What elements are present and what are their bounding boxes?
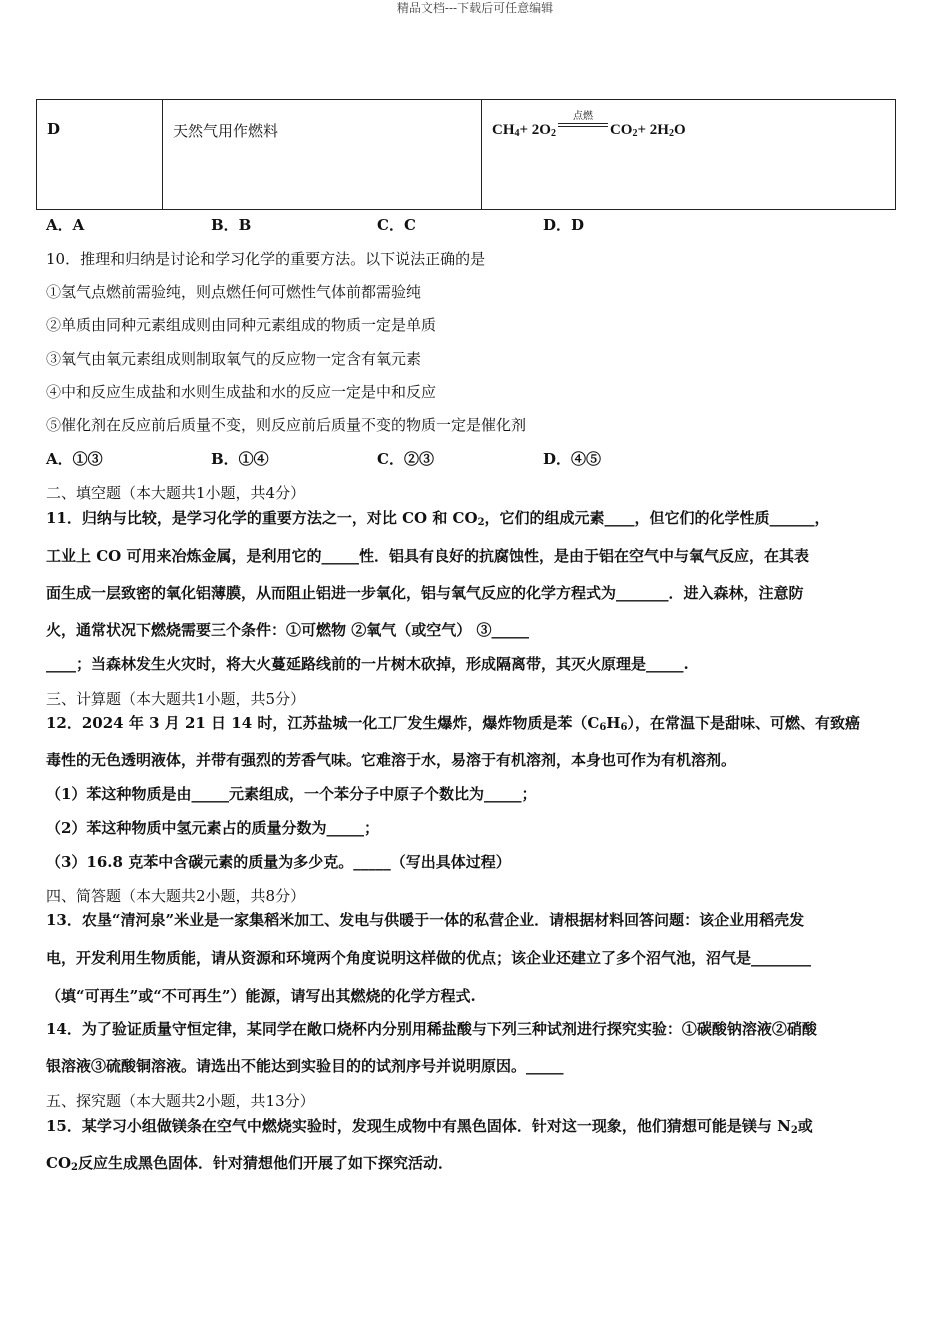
q15-line-1a: 15．某学习小组做镁条在空气中燃烧实验时，发现生成物中有黑色固体．针对这一现象，他们猜想可能是镁与 N [46, 1117, 791, 1135]
option-letter-cell: D [37, 100, 163, 210]
option-b[interactable]: B．B [211, 216, 252, 234]
q15-line-2 [46, 1152, 453, 1173]
section-3-heading: 三、计算题（本大题共1小题，共5分） [46, 690, 306, 708]
condition-label: 点燃 [572, 111, 593, 122]
sub-2: 2 [550, 128, 556, 139]
q10-statement-4: ④中和反应生成盐和水则生成盐和水的反应一定是中和反应 [46, 383, 437, 401]
eq-ch: CH [492, 122, 515, 138]
chemical-equation [492, 111, 686, 139]
q11-line-1 [46, 507, 830, 528]
q12-line-1a: 12．2024 年 3 月 21 日 14 时，江苏盐城一化工厂发生爆炸，爆炸物质是苯（C [46, 714, 600, 732]
q12-line-2: 毒性的无色透明液体，并带有强烈的芳香气味。它难溶于水，易溶于有机溶剂，本身也可作为有机溶剂。 [46, 751, 737, 769]
eq-o: O [673, 122, 686, 138]
q15-line-1 [46, 1115, 813, 1136]
sub-4: 4 [514, 128, 520, 139]
usage-cell: 天然气用作燃料 [163, 100, 482, 210]
q15-line-1b: 或 [797, 1117, 813, 1135]
eq-o2: + 2O [519, 122, 551, 138]
q15-line-2a: CO [46, 1154, 72, 1172]
sub-2: 2 [790, 1125, 798, 1136]
q11-line-3: 面生成一层致密的氧化铝薄膜，从而阻止铝进一步氧化，铝与氧气反应的化学方程式为_______．进入森林，注意防 [46, 584, 804, 602]
eq-co: CO [609, 122, 633, 138]
q10-statement-1: ①氢气点燃前需验纯，则点燃任何可燃性气体前都需验纯 [46, 283, 422, 301]
sub-6: 6 [599, 722, 607, 733]
q10-stem: 10．推理和归纳是讨论和学习化学的重要方法。以下说法正确的是 [46, 250, 486, 268]
table-row [37, 100, 896, 210]
q11-line-4: 火，通常状况下燃烧需要三个条件：①可燃物 ②氧气（或空气） ③_____ [46, 621, 529, 639]
page-header: 精品文档---下载后可任意编辑 [396, 1, 554, 15]
q12-line-1c: ），在常温下是甜味、可燃、有致癌 [627, 714, 860, 732]
q15-line-2b: 反应生成黑色固体．针对猜想他们开展了如下探究活动． [77, 1154, 453, 1172]
option-c[interactable]: C．C [377, 216, 416, 234]
option-c[interactable]: C．②③ [377, 450, 434, 468]
section-4-heading: 四、简答题（本大题共2小题，共8分） [46, 887, 306, 905]
q12-line-1 [46, 712, 860, 733]
sub-2: 2 [668, 128, 674, 139]
section-2-heading: 二、填空题（本大题共1小题，共4分） [46, 484, 306, 502]
equation-cell [482, 100, 896, 210]
option-table [36, 99, 896, 210]
q12-part-1: （1）苯这种物质是由_____元素组成，一个苯分子中原子个数比为_____； [46, 785, 537, 803]
sub-2: 2 [632, 128, 638, 139]
option-d[interactable]: D．D [543, 216, 585, 234]
sub-2: 2 [71, 1162, 78, 1173]
sub-2: 2 [477, 517, 485, 528]
q14-line-2: 银溶液③硫酸铜溶液。请选出不能达到实验目的的试剂序号并说明原因。_____ [46, 1057, 564, 1075]
q11-line-1b: ，它们的组成元素____，但它们的化学性质______， [484, 509, 830, 527]
q13-line-2: 电，开发利用生物质能，请从资源和环境两个角度说明这样做的优点；该企业还建立了多个沼气池，沼气是________ [46, 949, 812, 967]
option-a[interactable]: A．A [46, 216, 85, 234]
q14-line-1: 14．为了验证质量守恒定律，某同学在敞口烧杯内分别用稀盐酸与下列三种试剂进行探究实验：①碳酸钠溶液②硝酸 [46, 1020, 817, 1038]
q10-statement-3: ③氧气由氧元素组成则制取氧气的反应物一定含有氧元素 [46, 350, 422, 368]
section-5-heading: 五、探究题（本大题共2小题，共13分） [46, 1092, 315, 1110]
q11-line-2: 工业上 CO 可用来冶炼金属，是利用它的_____性．铝具有良好的抗腐蚀性，是由于铝在空气中与氧气反应，在其表 [46, 547, 809, 565]
q12-part-3: （3）16.8 克苯中含碳元素的质量为多少克。_____（写出具体过程） [46, 853, 511, 871]
option-a[interactable]: A．①③ [46, 450, 103, 468]
reaction-condition-arrow [558, 111, 608, 132]
q11-line-1a: 11．归纳与比较，是学习化学的重要方法之一，对比 CO 和 CO [46, 509, 478, 527]
q13-line-3: （填“可再生”或“不可再生”）能源，请写出其燃烧的化学方程式. [46, 987, 476, 1005]
eq-h: + 2H [637, 122, 669, 138]
q10-statement-5: ⑤催化剂在反应前后质量不变，则反应前后质量不变的物质一定是催化剂 [46, 416, 527, 434]
option-b[interactable]: B．①④ [211, 450, 269, 468]
q12-part-2: （2）苯这种物质中氢元素占的质量分数为_____； [46, 819, 379, 837]
q11-line-5: ____；当森林发生火灾时，将大火蔓延路线前的一片树木砍掉，形成隔离带，其灭火原理是_____. [46, 655, 689, 673]
sub-6: 6 [620, 722, 628, 733]
q12-line-1b: H [606, 714, 621, 732]
q13-line-1: 13．农垦“清河泉”米业是一家集稻米加工、发电与供暖于一体的私营企业．请根据材料回答问题：该企业用稻壳发 [46, 911, 805, 929]
q10-statement-2: ②单质由同种元素组成则由同种元素组成的物质一定是单质 [46, 316, 437, 334]
option-d[interactable]: D．④⑤ [543, 450, 602, 468]
